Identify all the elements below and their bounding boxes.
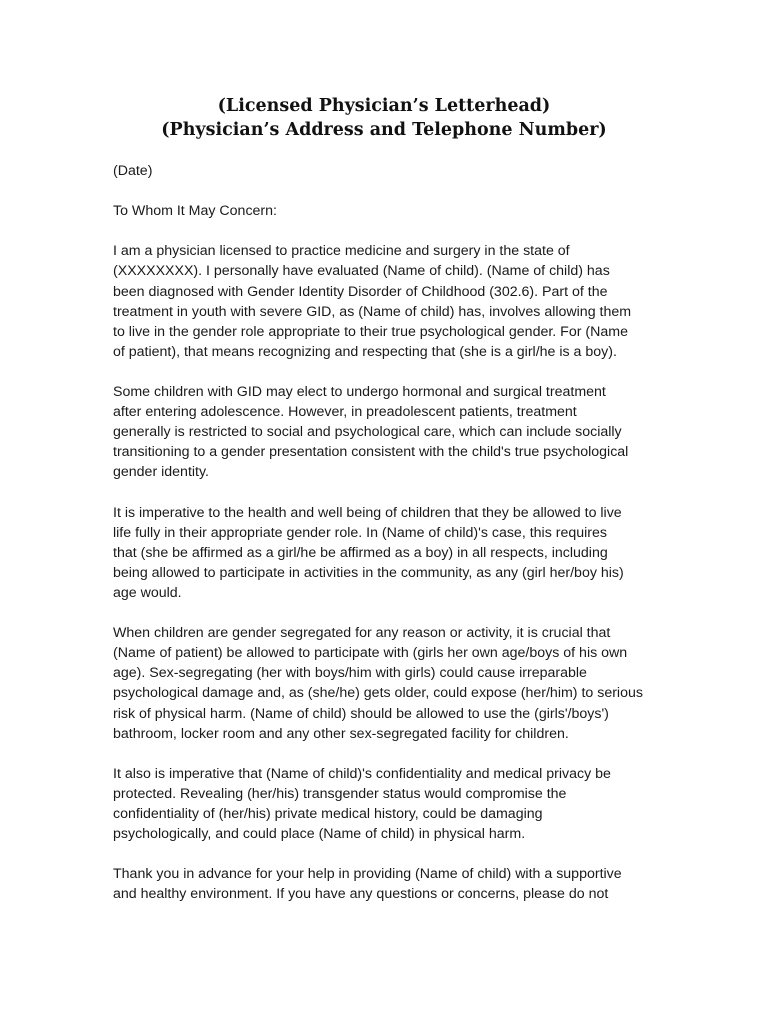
paragraph-line: (Name of patient) be allowed to participate with (girls her own age/boys of his own (113, 645, 628, 662)
paragraph (113, 864, 673, 904)
paragraph-line: risk of physical harm. (Name of child) should be allowed to use the (girls'/boys') (113, 705, 609, 722)
paragraph (113, 764, 673, 844)
letter-body (113, 161, 673, 904)
letterhead (0, 94, 768, 142)
paragraph-line: to live in the gender role appropriate to their true psychological gender. For (Name (113, 323, 628, 340)
paragraph-line: confidentiality of (her/his) private medical history, could be damaging (113, 806, 543, 822)
letterhead-title: (Licensed Physician’s Letterhead) (217, 96, 551, 116)
paragraph-line: and healthy environment. If you have any questions or concerns, please do not (113, 886, 609, 903)
paragraph-line: It also is imperative that (Name of child)'s confidentiality and medical privacy be (113, 765, 611, 782)
paragraph-line: life fully in their appropriate gender role. In (Name of child)'s case, this requires (113, 524, 607, 541)
paragraph-line: (XXXXXXXX). I personally have evaluated (Name of child). (Name of child) has (113, 263, 610, 280)
paragraph-line: that (she be affirmed as a girl/he be affirmed as a boy) in all respects, including (113, 544, 608, 561)
paragraph-line: age would. (113, 584, 182, 601)
paragraph (113, 241, 673, 362)
paragraph-line: being allowed to participate in activities in the community, as any (girl her/boy his) (113, 564, 624, 581)
paragraphs (113, 241, 673, 904)
paragraph (113, 382, 673, 482)
paragraph (113, 503, 673, 603)
paragraph-line: It is imperative to the health and well being of children that they be allowed to live (113, 504, 622, 521)
paragraph-line: psychological damage and, as (she/he) gets older, could expose (her/him) to serious (113, 685, 643, 702)
paragraph-line: treatment in youth with severe GID, as (Name of child) has, involves allowing them (113, 303, 632, 320)
paragraph-line: Thank you in advance for your help in providing (Name of child) with a supportive (113, 866, 622, 883)
paragraph-line: psychologically, and could place (Name of child) in physical harm. (113, 826, 526, 843)
paragraph-line: Some children with GID may elect to undergo hormonal and surgical treatment (113, 384, 606, 401)
letterhead-address: (Physician’s Address and Telephone Number) (161, 120, 607, 140)
paragraph (113, 623, 673, 744)
paragraph-line: been diagnosed with Gender Identity Disorder of Childhood (302.6). Part of the (113, 283, 608, 300)
date-line: (Date) (113, 163, 153, 179)
paragraph-line: gender identity. (113, 464, 209, 481)
paragraph-line: I am a physician licensed to practice medicine and surgery in the state of (113, 243, 570, 260)
paragraph-line: age). Sex-segregating (her with boys/him with girls) could cause irreparable (113, 665, 587, 682)
paragraph-line: of patient), that means recognizing and respecting that (she is a girl/he is a boy). (113, 343, 617, 360)
paragraph-line: protected. Revealing (her/his) transgender status would compromise the (113, 785, 567, 802)
paragraph-line: bathroom, locker room and any other sex-segregated facility for children. (113, 725, 569, 742)
paragraph-line: transitioning to a gender presentation consistent with the child's true psychological (113, 444, 629, 461)
paragraph-line: generally is restricted to social and psychological care, which can include socially (113, 424, 622, 441)
salutation: To Whom It May Concern: (113, 203, 277, 220)
paragraph-line: after entering adolescence. However, in preadolescent patients, treatment (113, 404, 577, 421)
paragraph-line: When children are gender segregated for any reason or activity, it is crucial that (113, 625, 611, 642)
